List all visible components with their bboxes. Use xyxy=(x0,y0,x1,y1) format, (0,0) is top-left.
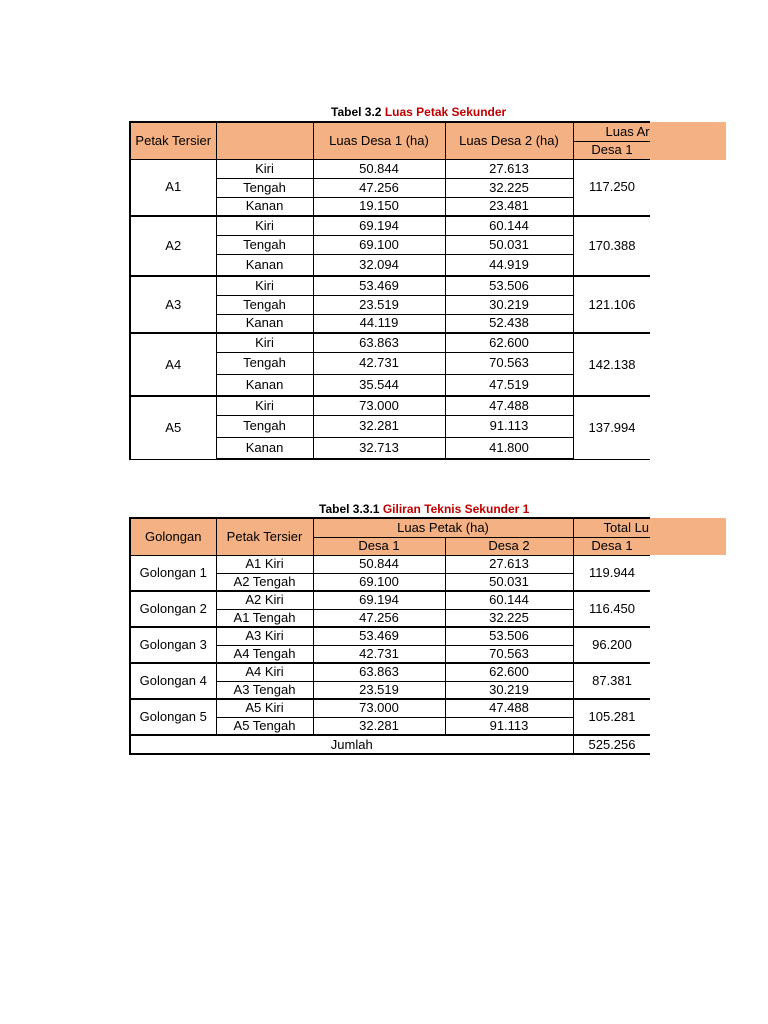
petak-position: Tengah xyxy=(216,295,313,314)
luas-desa-2-value: 52.438 xyxy=(445,314,573,333)
table-row xyxy=(130,663,650,681)
petak-position: Kiri xyxy=(216,276,313,295)
jumlah-row xyxy=(130,735,650,754)
petak-position: Tengah xyxy=(216,235,313,254)
luas-desa-2-value: 50.031 xyxy=(445,573,573,591)
table1-wrapper xyxy=(129,121,650,462)
petak-tersier-value: A1 Tengah xyxy=(216,609,313,627)
petak-position: Tengah xyxy=(216,415,313,437)
header-luas-petak: Luas Petak (ha) xyxy=(313,518,573,537)
luas-desa-2-value: 32.225 xyxy=(445,178,573,197)
table-row xyxy=(130,591,650,609)
luas-desa-1-value: 69.194 xyxy=(313,591,445,609)
table1-caption-title: Luas Petak Sekunder xyxy=(384,105,507,119)
golongan-name: Golongan 5 xyxy=(130,699,216,735)
petak-position: Kanan xyxy=(216,437,313,459)
luas-desa-1-value: 47.256 xyxy=(313,178,445,197)
luas-desa-1-value: 35.544 xyxy=(313,374,445,396)
petak-tersier-value: A5 Kiri xyxy=(216,699,313,717)
table-row xyxy=(130,396,650,415)
header-petak-tersier-span xyxy=(216,122,313,159)
luas-desa-2-value: 91.113 xyxy=(445,717,573,735)
table2-caption-prefix: Tabel 3.3.1 xyxy=(319,502,380,516)
table-row xyxy=(130,627,650,645)
luas-desa-1-value: 44.119 xyxy=(313,314,445,333)
luas-desa-1-value: 69.194 xyxy=(313,216,445,235)
luas-desa-2-value: 23.481 xyxy=(445,197,573,216)
luas-desa-1-value: 32.281 xyxy=(313,415,445,437)
header-total-desa-1: Desa 1 xyxy=(573,537,650,555)
golongan-name: Golongan 3 xyxy=(130,627,216,663)
petak-position: Kanan xyxy=(216,314,313,333)
petak-position: Kanan xyxy=(216,197,313,216)
luas-desa-1-value: 53.469 xyxy=(313,627,445,645)
total-luas-desa-1: 116.450 xyxy=(573,591,650,627)
petak-group-name: A4 xyxy=(130,333,216,396)
total-luas-desa-1: 96.200 xyxy=(573,627,650,663)
golongan-name: Golongan 2 xyxy=(130,591,216,627)
luas-desa-2-value: 27.613 xyxy=(445,555,573,573)
table1-header-extension xyxy=(650,122,726,160)
petak-position: Kanan xyxy=(216,374,313,396)
table2-caption-title: Giliran Teknis Sekunder 1 xyxy=(382,502,530,516)
luas-desa-2-value: 50.031 xyxy=(445,235,573,254)
luas-desa-1-value: 63.863 xyxy=(313,663,445,681)
luas-desa-2-value: 47.488 xyxy=(445,396,573,415)
petak-position: Kiri xyxy=(216,396,313,415)
total-luas-desa-1: 87.381 xyxy=(573,663,650,699)
luas-desa-2-value: 60.144 xyxy=(445,591,573,609)
petak-group-name: A1 xyxy=(130,159,216,216)
total-luas-desa-1: 119.944 xyxy=(573,555,650,591)
luas-total-desa-1: 142.138 xyxy=(573,333,650,396)
jumlah-label: Jumlah xyxy=(130,735,573,754)
golongan-name: Golongan 1 xyxy=(130,555,216,591)
petak-position: Tengah xyxy=(216,178,313,197)
petak-tersier-value: A3 Kiri xyxy=(216,627,313,645)
luas-desa-2-value: 41.800 xyxy=(445,437,573,459)
total-luas-desa-1: 105.281 xyxy=(573,699,650,735)
luas-desa-1-value: 47.256 xyxy=(313,609,445,627)
luas-desa-1-value: 53.469 xyxy=(313,276,445,295)
header-petak-tersier: Petak Tersier xyxy=(216,518,313,555)
petak-group-name: A2 xyxy=(130,216,216,276)
table-row xyxy=(130,216,650,235)
luas-total-desa-1: 121.106 xyxy=(573,276,650,333)
luas-desa-2-value: 53.506 xyxy=(445,627,573,645)
petak-tersier-value: A4 Tengah xyxy=(216,645,313,663)
jumlah-value: 525.256 xyxy=(573,735,650,754)
petak-tersier-value: A1 Kiri xyxy=(216,555,313,573)
luas-desa-1-value: 42.731 xyxy=(313,645,445,663)
header-luas-desa-2: Luas Desa 2 (ha) xyxy=(445,122,573,159)
table2-caption xyxy=(319,502,529,516)
luas-desa-1-value: 69.100 xyxy=(313,235,445,254)
petak-position: Kiri xyxy=(216,159,313,178)
petak-tersier-value: A5 Tengah xyxy=(216,717,313,735)
table-row xyxy=(130,333,650,352)
luas-desa-2-value: 62.600 xyxy=(445,333,573,352)
luas-desa-1-value: 42.731 xyxy=(313,352,445,374)
luas-total-desa-1: 117.250 xyxy=(573,159,650,216)
table1-caption xyxy=(331,105,506,119)
luas-desa-2-value: 47.519 xyxy=(445,374,573,396)
luas-total-desa-1: 170.388 xyxy=(573,216,650,276)
luas-desa-2-value: 62.600 xyxy=(445,663,573,681)
table-giliran-teknis-sekunder xyxy=(129,517,650,755)
luas-desa-2-value: 27.613 xyxy=(445,159,573,178)
luas-desa-2-value: 91.113 xyxy=(445,415,573,437)
petak-position: Kiri xyxy=(216,333,313,352)
table-row xyxy=(130,159,650,178)
header-luas-total: Luas Ar xyxy=(573,122,650,141)
luas-desa-1-value: 19.150 xyxy=(313,197,445,216)
luas-total-desa-1: 137.994 xyxy=(573,396,650,459)
petak-tersier-value: A4 Kiri xyxy=(216,663,313,681)
table2-wrapper xyxy=(129,517,650,765)
petak-group-name: A3 xyxy=(130,276,216,333)
petak-tersier-value: A2 Kiri xyxy=(216,591,313,609)
luas-desa-2-value: 30.219 xyxy=(445,681,573,699)
petak-position: Tengah xyxy=(216,352,313,374)
luas-desa-1-value: 69.100 xyxy=(313,573,445,591)
luas-desa-1-value: 73.000 xyxy=(313,699,445,717)
petak-group-name: A5 xyxy=(130,396,216,459)
table-row xyxy=(130,276,650,295)
header-desa-1: Desa 1 xyxy=(313,537,445,555)
header-total-desa-1: Desa 1 xyxy=(573,141,650,159)
table2-header-extension xyxy=(650,518,726,555)
table1-caption-prefix: Tabel 3.2 xyxy=(331,105,382,119)
header-luas-desa-1: Luas Desa 1 (ha) xyxy=(313,122,445,159)
luas-desa-2-value: 47.488 xyxy=(445,699,573,717)
luas-desa-2-value: 60.144 xyxy=(445,216,573,235)
luas-desa-1-value: 63.863 xyxy=(313,333,445,352)
luas-desa-1-value: 32.281 xyxy=(313,717,445,735)
header-petak-tersier: Petak Tersier xyxy=(130,122,216,159)
luas-desa-1-value: 50.844 xyxy=(313,159,445,178)
luas-desa-2-value: 32.225 xyxy=(445,609,573,627)
luas-desa-1-value: 73.000 xyxy=(313,396,445,415)
petak-position: Kanan xyxy=(216,254,313,276)
header-total-luas: Total Lu xyxy=(573,518,650,537)
luas-desa-2-value: 70.563 xyxy=(445,352,573,374)
table-row xyxy=(130,555,650,573)
luas-desa-1-value: 50.844 xyxy=(313,555,445,573)
golongan-name: Golongan 4 xyxy=(130,663,216,699)
luas-desa-1-value: 23.519 xyxy=(313,681,445,699)
header-golongan: Golongan xyxy=(130,518,216,555)
luas-desa-1-value: 32.094 xyxy=(313,254,445,276)
header-desa-2: Desa 2 xyxy=(445,537,573,555)
table-row xyxy=(130,699,650,717)
table-luas-petak-sekunder xyxy=(129,121,650,460)
luas-desa-2-value: 53.506 xyxy=(445,276,573,295)
petak-tersier-value: A3 Tengah xyxy=(216,681,313,699)
luas-desa-2-value: 70.563 xyxy=(445,645,573,663)
petak-position: Kiri xyxy=(216,216,313,235)
luas-desa-1-value: 32.713 xyxy=(313,437,445,459)
luas-desa-2-value: 44.919 xyxy=(445,254,573,276)
petak-tersier-value: A2 Tengah xyxy=(216,573,313,591)
luas-desa-1-value: 23.519 xyxy=(313,295,445,314)
luas-desa-2-value: 30.219 xyxy=(445,295,573,314)
